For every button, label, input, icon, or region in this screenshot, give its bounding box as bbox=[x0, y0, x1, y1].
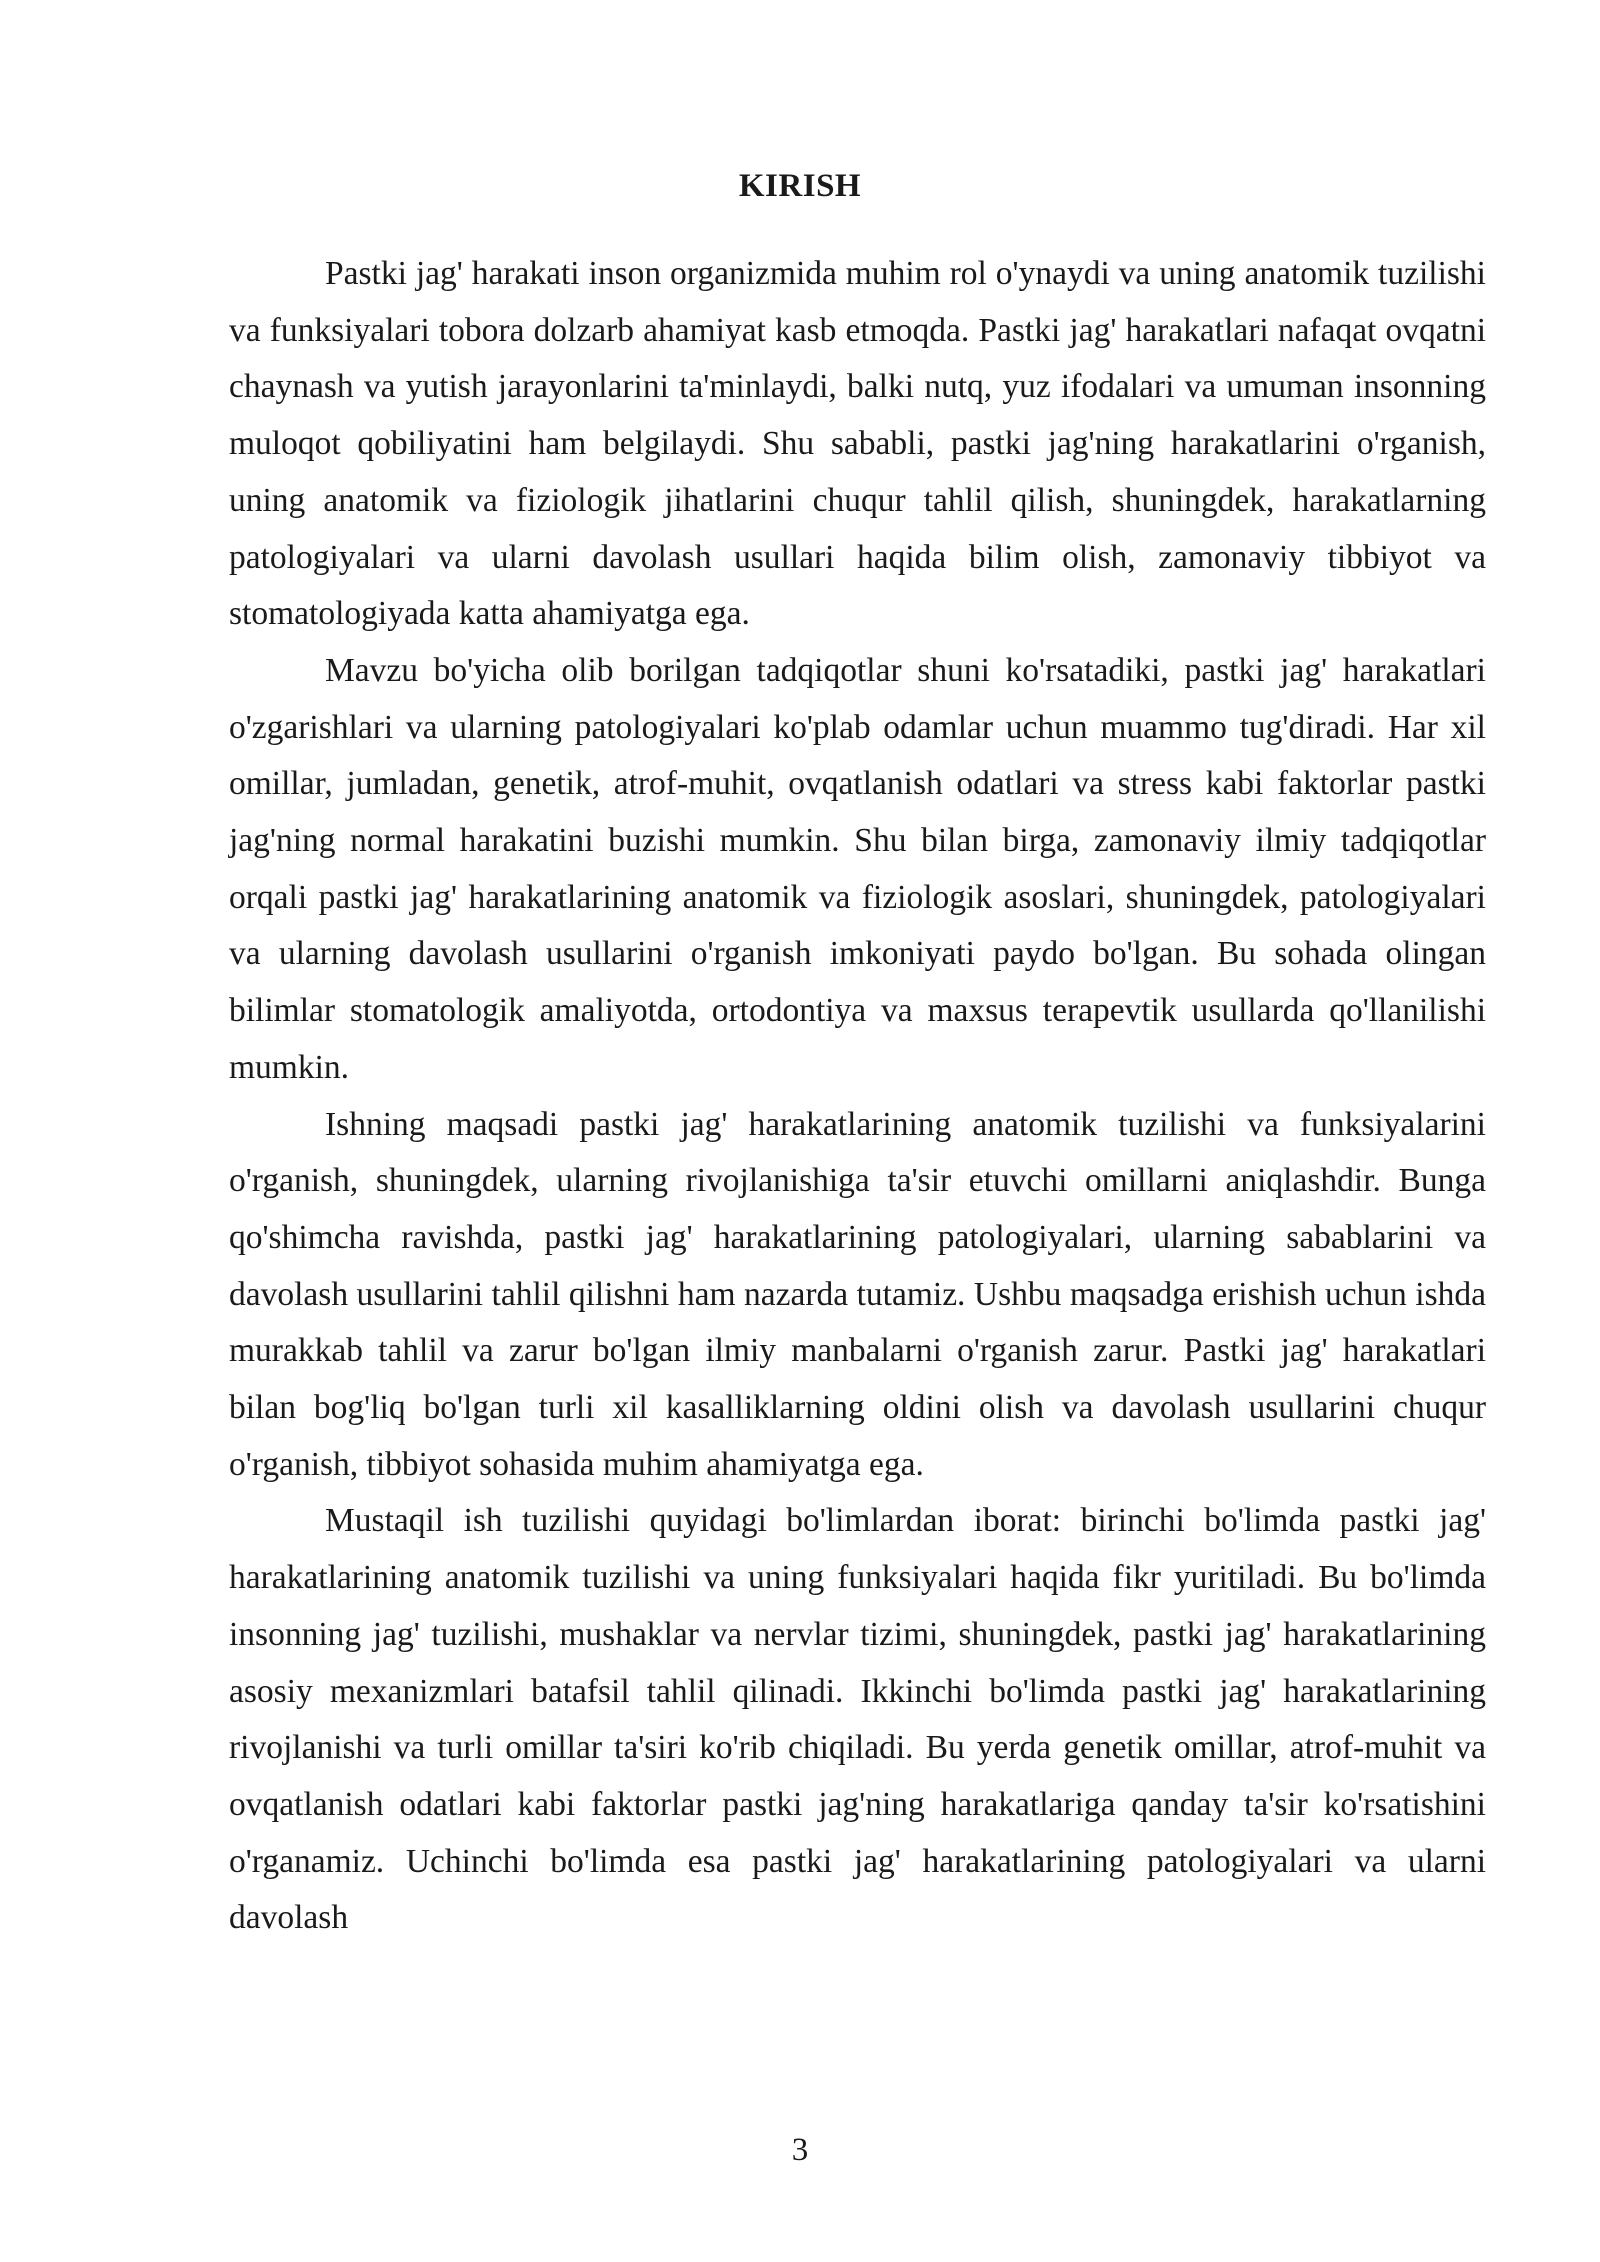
page-number: 3 bbox=[791, 2132, 809, 2168]
paragraph-research: Mavzu bo'yicha olib borilgan tadqiqotlar shuni ko'rsatadiki, pastki jag' harakatlari o'zgarishlari va ularning patologiyalari ko'plab odamlar uchun muammo tug'diradi. Har xil omillar, jumladan, genetik, atrof-muhit, ovqatlanish odatlari va stress kabi faktorlar pastki jag'ning normal harakatini buzishi mumkin. Shu bilan birga, zamonaviy ilmiy tadqiqotlar orqali pastki jag' harakatlarining anatomik va fiziologik asoslari, shuningdek, patologiyalari va ularning davolash usullarini o'rganish imkoniyati paydo bo'lgan. Bu sohada olingan bilimlar stomatologik amaliyotda, ortodontiya va maxsus terapevtik usullarda qo'llanilishi mumkin. bbox=[229, 651, 1486, 1086]
paragraph-intro: Pastki jag' harakati inson organizmida muhim rol o'ynaydi va uning anatomik tuzilishi va funksiyalari tobora dolzarb ahamiyat kasb etmoqda. Pastki jag' harakatlari nafaqat ovqatni chaynash va yutish jarayonlarini ta'minlaydi, balki nutq, yuz ifodalari va umuman insonning muloqot qobiliyatini ham belgilaydi. Shu sababli, pastki jag'ning harakatlarini o'rganish, uning anatomik va fiziologik jihatlarini chuqur tahlil qilish, shuningdek, harakatlarning patologiyalari va ularni davolash usullari haqida bilim olish, zamonaviy tibbiyot va stomatologiyada katta ahamiyatga ega. bbox=[229, 255, 1486, 633]
body-text bbox=[229, 246, 1486, 1947]
paragraph-goal: Ishning maqsadi pastki jag' harakatlarining anatomik tuzilishi va funksiyalarini o'rganish, shuningdek, ularning rivojlanishiga ta'sir etuvchi omillarni aniqlashdir. Bunga qo'shimcha ravishda, pastki jag' harakatlarining patologiyalari, ularning sabablarini va davolash usullarini tahlil qilishni ham nazarda tutamiz. Ushbu maqsadga erishish uchun ishda murakkab tahlil va zarur bo'lgan ilmiy manbalarni o'rganish zarur. Pastki jag' harakatlari bilan bog'liq bo'lgan turli xil kasalliklarning oldini olish va davolash usullarini chuqur o'rganish, tibbiyot sohasida muhim ahamiyatga ega. bbox=[229, 1105, 1486, 1483]
section-title: KIRISH bbox=[738, 168, 862, 204]
paragraph-structure: Mustaqil ish tuzilishi quyidagi bo'limlardan iborat: birinchi bo'limda pastki jag' harakatlarining anatomik tuzilishi va uning funksiyalari haqida fikr yuritiladi. Bu bo'limda insonning jag' tuzilishi, mushaklar va nervlar tizimi, shuningdek, pastki jag' harakatlarining asosiy mexanizmlari batafsil tahlil qilinadi. Ikkinchi bo'limda pastki jag' harakatlarining rivojlanishi va turli omillar ta'siri ko'rib chiqiladi. Bu yerda genetik omillar, atrof-muhit va ovqatlanish odatlari kabi faktorlar pastki jag'ning harakatlariga qanday ta'sir ko'rsatishini o'rganamiz. Uchinchi bo'limda esa pastki jag' harakatlarining patologiyalari va ularni davolash bbox=[229, 1502, 1486, 1937]
